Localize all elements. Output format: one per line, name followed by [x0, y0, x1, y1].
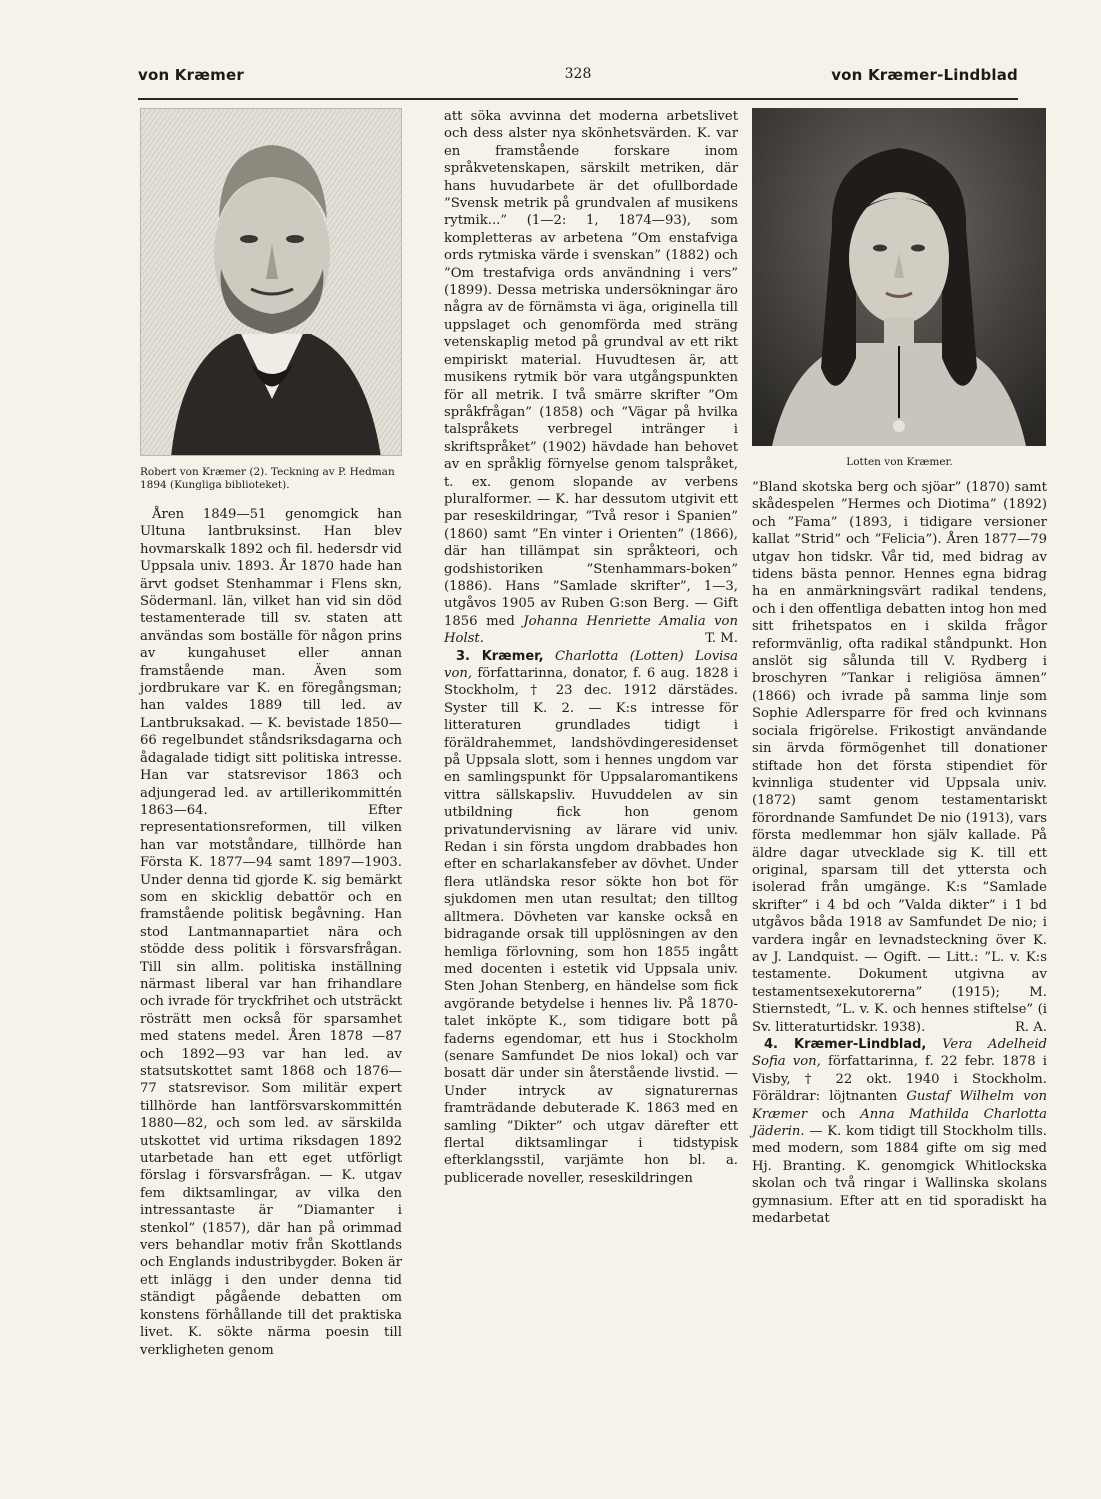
portrait-engraving — [140, 108, 402, 456]
entry-heading: 3. Kræmer, — [456, 648, 544, 664]
running-header — [138, 66, 1018, 90]
mother-name: Anna Mathilda Charlotta Jäderin. — [752, 1106, 1047, 1140]
portrait-caption-lotten: Lotten von Kræmer. — [846, 456, 953, 468]
body-paragraph — [444, 108, 738, 648]
entry-full-name: Charlotta (Lotten) Lovisa von, — [444, 648, 738, 681]
header-left-title: von Kræmer — [138, 66, 244, 84]
conjunction-text: och — [821, 1106, 846, 1122]
author-signature: T. M. — [705, 631, 738, 647]
column-left — [140, 108, 402, 1359]
paragraph-text: att söka avvinna det moderna arbetslivet och dess alster nya skönhetsvärden. K. var en framstående forskare inom språkvetenskapen, särskilt metriken, där hans huvudarbete är det ofullbordade ”Svensk metrik på grundvalen af musikens rytmik...” (1—2: 1, 1874—93), som kompletteras av arbetena ”Om enstafviga ords rytmiska värde i svenskan” (1882) och ”Om trestafviga ords användning i vers” (1899). Dessa metriska undersökningar äro några av de förnämsta vi äga, originella till uppslaget och genomförda med sträng vetenskaplig metod på grundval av ett rikt empiriskt material. Huvudtesen är, att musikens rytmik bör vara utgångspunkten för all metrik. I två smärre skrifter ”Om språkfrågan” (1858) och ”Vägar på hvilka talspråkets verbregel intränger i skriftspråket” (1902) hävdade han behovet av en språklig förnyelse genom talspråket, t. ex. genom slopande av verbens pluralformer. — K. har dessutom utgivit ett par reseskildringar, ”Två resor i Spanien” (1860) samt ”En vinter i Orienten” (1866), där han tillämpat sin språkteori, och godshistoriken ”Stenhammars-boken” (1886). Hans ”Samlade skrifter”, 1—3, utgåvos 1905 av Ruben G:son Berg. — Gift 1856 med — [444, 109, 738, 629]
header-rule — [138, 98, 1018, 100]
engraving-portrait-image — [141, 109, 402, 456]
portrait-caption-robert: Robert von Kræmer (2). Teckning av P. Hedman 1894 (Kungliga biblioteket). — [140, 466, 395, 491]
entry-paragraph — [444, 648, 738, 1188]
portrait-photo — [752, 108, 1046, 446]
father-name: Gustaf Wilhelm von Kræmer — [752, 1089, 1048, 1122]
paragraph-text: författarinna, f. 22 febr. 1878 i Visby, † 22 okt. 1940 i Stockholm. Föräldrar: löjtnanten — [752, 1054, 1047, 1105]
paragraph-text: ”Bland skotska berg och sjöar” (1870) samt skådespelen ”Hermes och Diotima” (1892) och ”Fama” (1893, i tidigare versioner kallat ”Strid” och ”Felicia”). Åren 1877—79 utgav hon tidskr. Vår tid, med bidrag av tidens bästa pennor. Hennes egna bidrag ha en anmärkningsvärt radikal tendens, och i den offentliga debatten intog hon med sitt frihetspatos en i skilda frågor reformvänlig, ofta radikal ståndpunkt. Hon anslöt sig sålunda till V. Rydberg i broschyren ”Tankar i religiösa ämnen” (1866) och ivrade på samma linje som Sophie Adlersparre för fred och kvinnans sociala frigörelse. Frikostigt användande sin ärvda förmögenhet till donationer stiftade hon det första stipendiet för kvinnliga studenter vid Uppsala univ. (1872) samt genom testamentariskt förordnande Samfundet De nio (1913), vars första medlemmar hon själv kallade. På äldre dagar utvecklade sig K. till ett original, sparsam till det yttersta och isolerad från umgänge. K:s ”Samlade skrifter” i 4 bd och ”Valda dikter” i 1 bd utgåvos båda 1918 av Samfundet De nio; i vardera ingår en levnadsteckning över K. av J. Landquist. — Ogift. — Litt.: ”L. v. K:s testamente. Dokument utgivna av testamentsexekutorerna” (1915); M. Stiernstedt, ”L. v. K. och hennes stiftelse” (i Sv. litteraturtidskr. 1938). — [752, 480, 1047, 1035]
entry-full-name: Vera Adelheid Sofia von, — [752, 1037, 1047, 1070]
paragraph-text: författarinna, donator, f. 6 aug. 1828 i Stockholm, † 23 dec. 1912 därstädes. Syster till K. 2. — K:s intresse för litteraturen grundlades tidigt i föräldrahemmet, landshövdingeresidenset på Uppsala slott, som i hennes ungdom var en samlingspunkt för Uppsalaromantikens vittra sällskapsliv. Huvuddelen av sin utbildning fick hon genom privatundervisning av lärare vid univ. Redan i sin första ungdom drabbades hon efter en scharlakansfeber av dövhet. Under flera utländska resor sökte hon bot för sjukdomen men utan resultat; den tilltog alltmera. Dövheten var kanske också en bidragande orsak till upplösningen av den hemliga förlovning, som hon 1855 ingått med docenten i estetik vid Uppsala univ. Sten Johan Stenberg, en händelse som fick avgörande betydelse i hennes liv. På 1870-talet inköpte K., som tidigare bott på faderns egendomar, ett hus i Stockholm (senare Samfundet De nios lokal) och var bosatt där under sin återstående livstid. — Under intryck av signaturernas framträdande debuterade K. 1863 med en samling ”Dikter” och utgav därefter ett flertal diktsamlingar i tidstypisk efterklangsstil, varjämte hon bl. a. publicerade noveller, reseskildringen — [444, 666, 738, 1186]
column-right — [752, 108, 1047, 1227]
body-paragraph — [752, 479, 1047, 1036]
photo-portrait-image — [752, 108, 1046, 446]
page-number: 328 — [564, 66, 592, 82]
header-right-title: von Kræmer-Lindblad — [831, 66, 1018, 84]
body-paragraph: Åren 1849—51 genomgick han Ultuna lantbruksinst. Han blev hovmarskalk 1892 och fil. hedersdr vid Uppsala univ. 1893. År 1870 hade han ärvt godset Stenhammar i Flens skn, Södermanl. län, vilket han vid sin död testamenterade till sv. staten att användas som boställe för någon prins av kungahuset eller annan framstående man. Även som jordbrukare var K. en föregångsman; han valdes 1889 till led. av Lantbruksakad. — K. bevistade 1850—66 regelbundet ståndsriksdagarna och ådagalade tidigt sitt politiska intresse. Han var statsrevisor 1863 och adjungerad led. av artillerikommittén 1863—64. Efter representationsreformen, till vilken han var motståndare, tillhörde han Första K. 1877—94 samt 1897—1903. Under denna tid gjorde K. sig bemärkt som en skicklig debattör och en framstående politisk begåvning. Han stod Lantmannapartiet nära och stödde dess politik i försvarsfrågan. Till sin allm. politiska inställning närmast liberal var han frihandlare och ivrade för tryckfrihet och utsträckt rösträtt men också för sparsamhet med statens medel. Åren 1878 —87 och 1892—93 var han led. av statsutskottet samt 1868 och 1876—77 statsrevisor. Som militär expert tillhörde han lantförsvarskommittén 1880—82, och som led. av särskilda utskottet vid urtima riksdagen 1892 utarbetade han ett eget utförligt förslag i försvarsfrågan. — K. utgav fem diktsamlingar, av vilka den intressantaste är ”Diamanter i stenkol” (1857), där han på orimmad vers behandlar motiv från Skottlands och Englands industribygder. Boken är ett inlägg i den under denna tid ständigt pågående debatten om konstens förhållande till det praktiska livet. K. sökte närma poesin till verkligheten genom — [140, 507, 402, 1358]
paragraph-text: — K. kom tidigt till Stockholm tills. med modern, som 1884 gifte om sig med Hj. Branting. K. genomgick Whitlockska skolan och två ringar i Wallinska skolans gymnasium. Efter att en tid sporadiskt ha medarbetat — [752, 1124, 1047, 1227]
spouse-name: Johanna Henriette Amalia von Holst. — [444, 613, 738, 647]
entry-paragraph — [752, 1036, 1047, 1227]
author-signature: R. A. — [1014, 1019, 1047, 1035]
entry-heading: 4. Kræmer-Lindblad, — [764, 1037, 927, 1052]
column-middle — [444, 108, 738, 1187]
